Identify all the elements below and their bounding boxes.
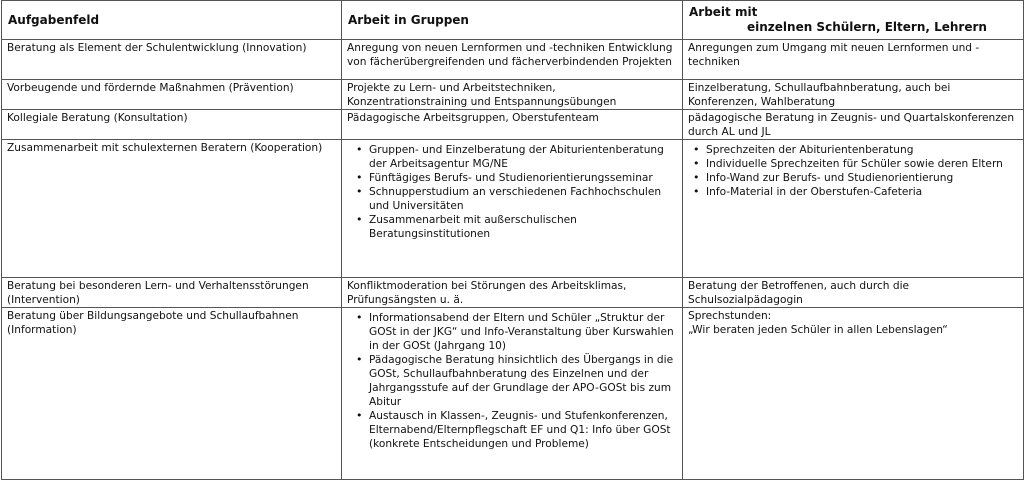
header-aufgabenfeld: Aufgabenfeld xyxy=(2,1,342,40)
cell-individual: pädagogische Beratung in Zeugnis- und Quartalskonferenzen durch AL und JL xyxy=(683,110,1024,140)
table-row-kooperation xyxy=(2,140,1024,278)
table-row-praevention xyxy=(2,80,1024,110)
header-row xyxy=(2,1,1024,40)
list-item: • Zusammenarbeit mit außerschulischen Beratungsinstitutionen xyxy=(365,213,678,241)
cell-individual xyxy=(683,140,1024,278)
cell-individual: Beratung der Betroffenen, auch durch die Schulsozialpädagogin xyxy=(683,278,1024,308)
cell-individual xyxy=(683,308,1024,480)
cell-groups: Konfliktmoderation bei Störungen des Arbeitsklimas, Prüfungsängsten u. ä. xyxy=(342,278,683,308)
list-item: • Info-Material in der Oberstufen-Cafeteria xyxy=(702,185,1019,199)
list-item: • Austausch in Klassen-, Zeugnis- und Stufenkonferenzen, Elternabend/Elternpflegschaft EF und Q1: Info über GOSt (konkrete Entscheidungen und Probleme) xyxy=(365,409,678,451)
cell-field: Beratung bei besonderen Lern- und Verhaltensstörungen (Intervention) xyxy=(2,278,342,308)
table-row-innovation xyxy=(2,40,1024,80)
header-col3-line2: einzelnen Schülern, Eltern, Lehrern xyxy=(747,20,987,34)
cell-field: Beratung als Element der Schulentwicklung (Innovation) xyxy=(2,40,342,80)
table-row-information xyxy=(2,308,1024,480)
cell-field: Beratung über Bildungsangebote und Schullaufbahnen (Information) xyxy=(2,308,342,480)
header-arbeit-in-gruppen: Arbeit in Gruppen xyxy=(342,1,683,40)
bullet-list xyxy=(688,143,1019,199)
cell-groups xyxy=(342,140,683,278)
cell-individual: Anregungen zum Umgang mit neuen Lernformen und -techniken xyxy=(683,40,1024,80)
counseling-table xyxy=(1,0,1024,480)
bullet-list xyxy=(347,311,678,451)
cell-individual: Einzelberatung, Schullaufbahnberatung, auch bei Konferenzen, Wahlberatung xyxy=(683,80,1024,110)
cell-field: Kollegiale Beratung (Konsultation) xyxy=(2,110,342,140)
cell-groups: Anregung von neuen Lernformen und -techniken Entwicklung von fächerübergreifenden und fächerverbindenden Projekten xyxy=(342,40,683,80)
table-row-intervention xyxy=(2,278,1024,308)
list-item: • Schnupperstudium an verschiedenen Fachhochschulen und Universitäten xyxy=(365,185,678,213)
list-item: • Informationsabend der Eltern und Schüler „Struktur der GOSt in der JKG“ und Info-Veranstaltung über Kurswahlen in der GOSt (Jahrgang 10) xyxy=(365,311,678,353)
cell-field: Vorbeugende und fördernde Maßnahmen (Prävention) xyxy=(2,80,342,110)
table-row-konsultation xyxy=(2,110,1024,140)
header-arbeit-mit-einzelnen xyxy=(683,1,1024,40)
cell-groups: Pädagogische Arbeitsgruppen, Oberstufenteam xyxy=(342,110,683,140)
list-item: • Individuelle Sprechzeiten für Schüler sowie deren Eltern xyxy=(702,157,1019,171)
sprechstunden-motto: „Wir beraten jeden Schüler in allen Lebenslagen“ xyxy=(688,324,948,336)
list-item: • Info-Wand zur Berufs- und Studienorientierung xyxy=(702,171,1019,185)
header-col3-line1: Arbeit mit xyxy=(689,5,758,19)
list-item: • Fünftägiges Berufs- und Studienorientierungsseminar xyxy=(365,171,678,185)
cell-groups xyxy=(342,308,683,480)
sprechstunden-label: Sprechstunden: xyxy=(688,310,772,322)
list-item: • Gruppen- und Einzelberatung der Abiturientenberatung der Arbeitsagentur MG/NE xyxy=(365,143,678,171)
cell-field: Zusammenarbeit mit schulexternen Beratern (Kooperation) xyxy=(2,140,342,278)
cell-groups: Projekte zu Lern- und Arbeitstechniken, Konzentrationstraining und Entspannungsübungen xyxy=(342,80,683,110)
bullet-list xyxy=(347,143,678,241)
list-item: • Sprechzeiten der Abiturientenberatung xyxy=(702,143,1019,157)
list-item: • Pädagogische Beratung hinsichtlich des Übergangs in die GOSt, Schullaufbahnberatung des Einzelnen und der Jahrgangsstufe auf der Grundlage der APO-GOSt bis zum Abitur xyxy=(365,353,678,409)
